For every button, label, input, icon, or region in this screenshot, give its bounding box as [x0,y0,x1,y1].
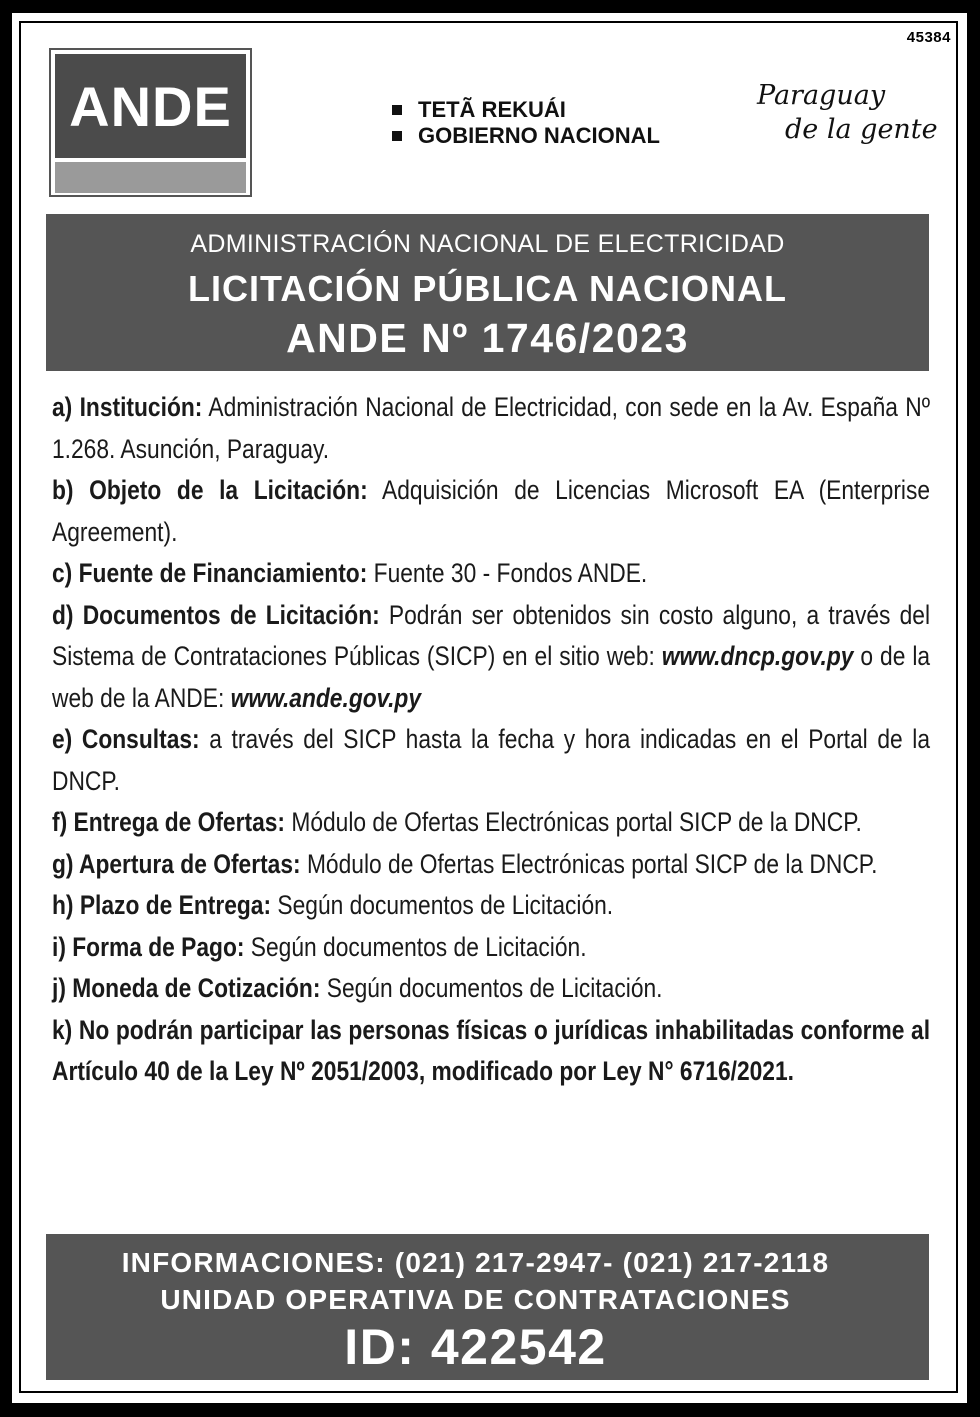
header-title: LICITACIÓN PÚBLICA NACIONAL [188,268,787,309]
header-number: ANDE Nº 1746/2023 [286,315,689,361]
item-forma-pago: i) Forma de Pago: Según documentos de Licitación. [52,931,587,962]
ad-number: 45384 [906,29,951,46]
item-institucion: a) Institución: Administración Nacional de Electricidad, con sede en la Av. España Nº 1.268. Asunción, Paraguay. [52,392,931,464]
slogan-line1: Paraguay [757,80,886,111]
square-bullet-icon [392,131,402,141]
header-banner [46,214,929,371]
item-inhabilitados: k) No podrán participar las personas físicas o jurídicas inhabilitadas conforme al Artículo 40 de la Ley Nº 2051/2003, modificado por Ley N° 6716/2021. [52,1014,931,1086]
ande-link: www.ande.gov.py [230,682,422,713]
dncp-link: www.dncp.gov.py [661,641,854,671]
item-objeto: b) Objeto de la Licitación: Adquisición de Licencias Microsoft EA (Enterprise Agreement). [52,475,931,547]
slogan-line2: de la gente [785,114,938,145]
item-plazo-entrega: h) Plazo de Entrega: Según documentos de Licitación. [52,890,614,920]
square-bullet-icon [392,105,402,115]
ande-logo [49,48,252,197]
footer-banner [46,1234,929,1380]
footer-id: ID: 422542 [344,1319,607,1375]
footer-unit: UNIDAD OPERATIVA DE CONTRATACIONES [160,1284,791,1315]
government-block [392,97,660,149]
ande-logo-bar [55,162,246,193]
government-line2: GOBIERNO NACIONAL [418,123,660,148]
government-line1: TETÃ REKUÁI [418,97,566,122]
item-documentos: d) Documentos de Licitación: Podrán ser obtenidos sin costo alguno, a través del Sistema de Contrataciones Públicas (SICP) en el sitio web: www.dncp.gov.py o de la web de la ANDE: www.ande.gov.py [52,599,931,713]
item-apertura-ofertas: g) Apertura de Ofertas: Módulo de Ofertas Electrónicas portal SICP de la DNCP. [52,848,878,879]
item-entrega-ofertas: f) Entrega de Ofertas: Módulo de Ofertas Electrónicas portal SICP de la DNCP. [52,807,862,837]
header-institution: ADMINISTRACIÓN NACIONAL DE ELECTRICIDAD [190,230,785,258]
item-moneda: j) Moneda de Cotización: Según documentos de Licitación. [52,973,663,1003]
ande-logo-text: ANDE [55,54,246,158]
footer-info: INFORMACIONES: (021) 217-2947- (021) 217-2118 [121,1247,830,1278]
item-financiamiento: c) Fuente de Financiamiento: Fuente 30 - Fondos ANDE. [52,558,648,588]
slogan [757,79,938,147]
notice-body [52,387,930,1093]
item-consultas: e) Consultas: a través del SICP hasta la fecha y hora indicadas en el Portal de la DNCP. [52,724,931,796]
notice-sheet [12,13,967,1403]
